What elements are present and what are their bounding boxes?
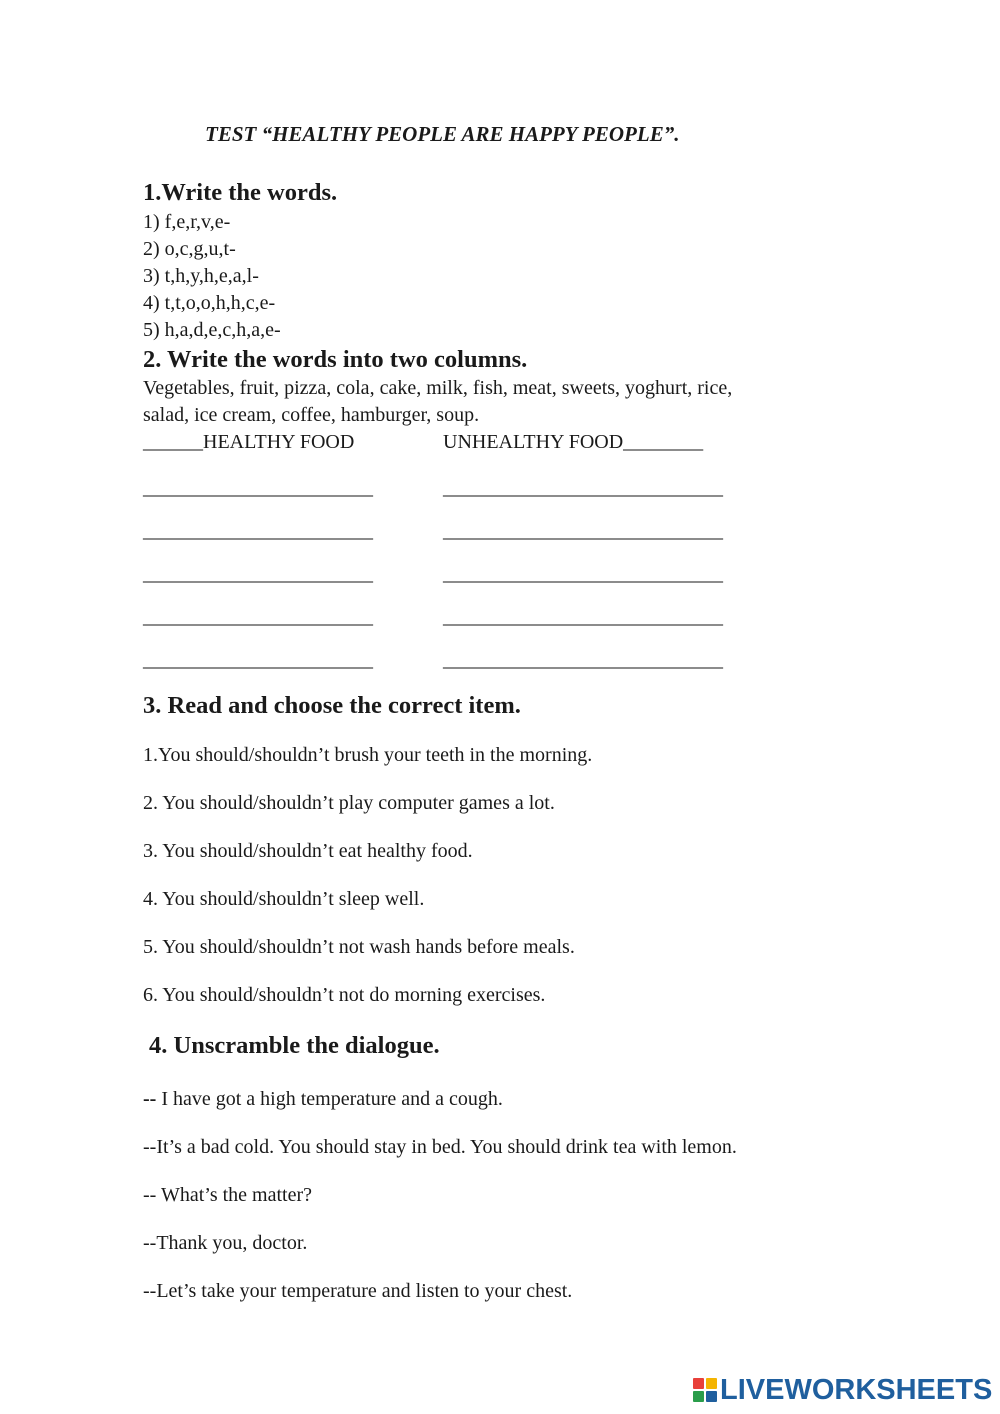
liveworksheets-mark-icon xyxy=(693,1378,717,1402)
liveworksheets-wordmark: LIVEWORKSHEETS xyxy=(720,1373,993,1406)
unhealthy-answer-blank[interactable]: ____________________________ xyxy=(443,649,723,671)
healthy-answer-blank[interactable]: _______________________ xyxy=(143,477,373,499)
scramble-item: 4) t,t,o,o,h,h,c,e- xyxy=(143,292,276,314)
healthy-food-header: ______HEALTHY FOOD xyxy=(143,431,355,453)
section1-heading: 1.Write the words. xyxy=(143,179,338,206)
mark-square-yellow xyxy=(706,1378,717,1389)
liveworksheets-logo[interactable] xyxy=(693,1374,992,1406)
healthy-answer-blank[interactable]: _______________________ xyxy=(143,649,373,671)
choice-item[interactable]: 3. You should/shouldn’t eat healthy food. xyxy=(143,840,473,862)
scramble-item: 5) h,a,d,e,c,h,a,e- xyxy=(143,319,281,341)
mark-square-red xyxy=(693,1378,704,1389)
section4-heading: 4. Unscramble the dialogue. xyxy=(149,1032,440,1059)
healthy-answer-blank[interactable]: _______________________ xyxy=(143,520,373,542)
mark-square-blue xyxy=(706,1391,717,1402)
scramble-item: 2) o,c,g,u,t- xyxy=(143,238,236,260)
mark-square-green xyxy=(693,1391,704,1402)
healthy-answer-blank[interactable]: _______________________ xyxy=(143,606,373,628)
scramble-item: 1) f,e,r,v,e- xyxy=(143,211,231,233)
dialogue-line[interactable]: -- What’s the matter? xyxy=(143,1184,313,1206)
section3-heading: 3. Read and choose the correct item. xyxy=(143,692,521,719)
choice-item[interactable]: 4. You should/shouldn’t sleep well. xyxy=(143,888,425,910)
dialogue-line[interactable] xyxy=(143,1088,503,1111)
dialogue-line[interactable]: --Thank you, doctor. xyxy=(143,1232,308,1254)
dialogue-line[interactable]: --Let’s take your temperature and listen to your chest. xyxy=(143,1280,573,1302)
unhealthy-answer-blank[interactable]: ____________________________ xyxy=(443,477,723,499)
word-list-line: salad, ice cream, coffee, hamburger, soup. xyxy=(143,404,480,426)
unhealthy-answer-blank[interactable]: ____________________________ xyxy=(443,520,723,542)
worksheet-title: TEST “HEALTHY PEOPLE ARE HAPPY PEOPLE”. xyxy=(205,122,680,146)
choice-item[interactable]: 6. You should/shouldn’t not do morning exercises. xyxy=(143,984,546,1006)
unhealthy-answer-blank[interactable]: ____________________________ xyxy=(443,606,723,628)
dialogue-text: I have got a high temperature and a cough. xyxy=(156,1088,503,1110)
unhealthy-answer-blank[interactable]: ____________________________ xyxy=(443,563,723,585)
choice-item[interactable]: 5. You should/shouldn’t not wash hands before meals. xyxy=(143,936,575,958)
healthy-answer-blank[interactable]: _______________________ xyxy=(143,563,373,585)
word-list-line: Vegetables, fruit, pizza, cola, cake, milk, fish, meat, sweets, yoghurt, rice, xyxy=(143,377,733,399)
choice-item[interactable]: 2. You should/shouldn’t play computer games a lot. xyxy=(143,792,555,814)
section2-heading: 2. Write the words into two columns. xyxy=(143,346,528,373)
dialogue-dash: -- xyxy=(143,1088,157,1110)
dialogue-line[interactable]: --It’s a bad cold. You should stay in bed. You should drink tea with lemon. xyxy=(143,1136,737,1158)
scramble-item: 3) t,h,y,h,e,a,l- xyxy=(143,265,259,287)
choice-item[interactable]: 1.You should/shouldn’t brush your teeth in the morning. xyxy=(143,744,593,766)
unhealthy-food-header: UNHEALTHY FOOD________ xyxy=(443,431,704,453)
